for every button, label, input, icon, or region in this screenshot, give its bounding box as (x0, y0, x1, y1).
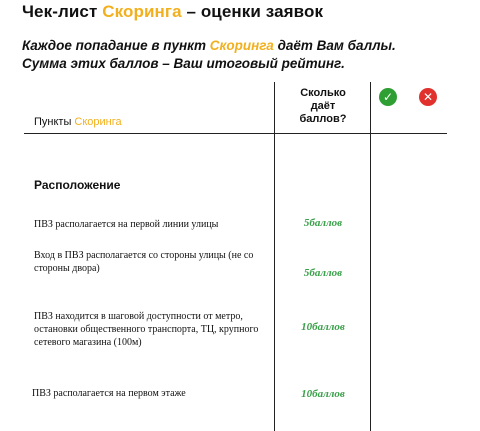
section-title: Расположение (34, 178, 121, 192)
table-row-points: 10баллов (301, 321, 345, 333)
table-row-text: ПВЗ находится в шаговой доступности от метро, остановки общественного транспорта, ТЦ, крупного сетевого магазина (100м) (34, 311, 259, 348)
intro-line-1-accent: Скоринга (209, 38, 274, 53)
how-many-line-2: даёт (310, 100, 336, 112)
check-icon: ✓ (379, 88, 397, 106)
how-many-line-3: баллов? (299, 113, 347, 125)
table-row-text: ПВЗ располагается на первом этаже (32, 388, 186, 399)
table-header-divider (24, 133, 447, 134)
table-column-divider-1 (274, 82, 275, 431)
column-header-points-accent: Скоринга (74, 116, 122, 128)
column-header-points (34, 116, 122, 128)
intro-line-1-suffix: даёт Вам баллы. (273, 38, 396, 53)
title-suffix: – оценки заявок (181, 2, 324, 21)
table-row-text: ПВЗ располагается на первой линии улицы (34, 219, 219, 230)
intro-line-2: Сумма этих баллов – Ваш итоговый рейтинг. (22, 56, 345, 71)
column-header-how-many (278, 87, 368, 126)
intro-line-1-prefix: Каждое попадание в пункт (22, 38, 210, 53)
title-accent: Скоринга (102, 2, 182, 21)
table-row-points: 10баллов (301, 388, 345, 400)
title-prefix: Чек-лист (22, 2, 103, 21)
cross-icon: ✕ (419, 88, 437, 106)
table-row-points: 5баллов (303, 217, 343, 229)
page-title (22, 2, 323, 22)
intro-line-1 (22, 37, 396, 55)
table-row-points: 5баллов (303, 267, 343, 279)
intro-text (22, 37, 396, 73)
table-row-text: Вход в ПВЗ располагается со стороны улицы (не со стороны двора) (34, 250, 254, 274)
table-column-divider-2 (370, 82, 371, 431)
how-many-line-1: Сколько (300, 87, 346, 99)
column-header-points-prefix: Пункты (34, 116, 75, 128)
